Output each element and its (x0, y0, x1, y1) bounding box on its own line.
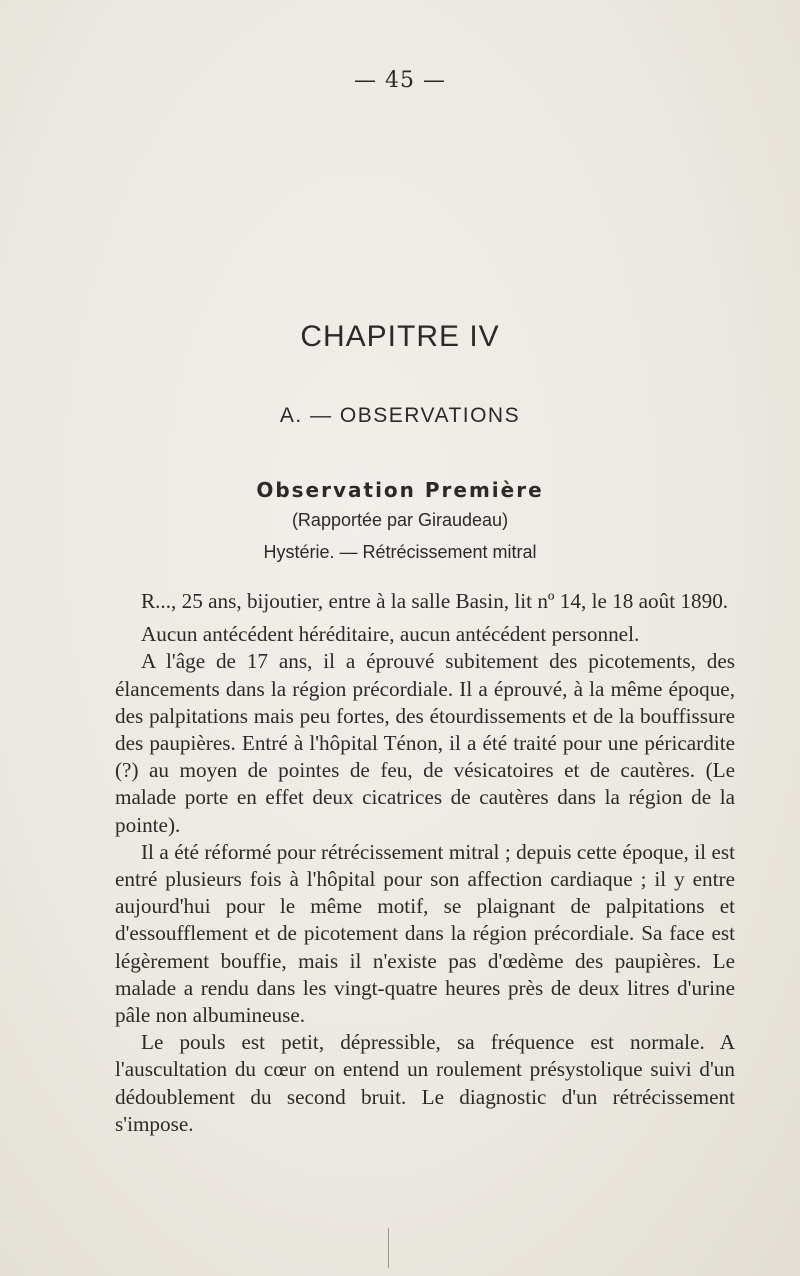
paragraph-admission: R..., 25 ans, bijoutier, entre à la salle Basin, lit nº 14, le 18 août 1890. (141, 589, 729, 613)
paragraph-examination: Le pouls est petit, dépressible, sa fréquence est normale. A l'auscultation du cœur on entend un roulement présystolique suivi d'un dédoublement du second bruit. Le diagnostic d'un rétrécissement s'impose. (115, 1030, 735, 1136)
paragraph-history: A l'âge de 17 ans, il a éprouvé subitement des picotements, des élancements dans la région précordiale. Il a éprouvé, à la même époque, des palpitations mais peu fortes, des étourdissements et de la bouffissure des paupières. Entré à l'hôpital Ténon, il a été traité pour une péricardite (?) au moyen de pointes de feu, de vésicatoires et de cautères. (Le malade porte en effet deux cicatrices de cautères dans la région de la pointe). (115, 649, 735, 837)
body-text (115, 588, 735, 1138)
paragraph-antecedents: Aucun antécédent héréditaire, aucun antécédent personnel. (141, 622, 640, 647)
page-mark (388, 1228, 397, 1268)
observation-title: Observation Première (256, 478, 544, 502)
observation-subtitle: Hystérie. — Rétrécissement mitral (263, 542, 537, 562)
section-title: A. — OBSERVATIONS (279, 404, 521, 427)
paragraph-current-state: Il a été réformé pour rétrécissement mitral ; depuis cette époque, il est entré plusieurs fois à l'hôpital pour son affection cardiaque ; il y entre aujourd'hui pour le même motif, se plaignant de palpitations et d'essoufflement et de picotement dans la région précordiale. Sa face est légèrement bouffie, mais il n'existe pas d'œdème des paupières. Le malade a rendu dans les vingt-quatre heures près de deux litres d'urine pâle non albumineuse. (115, 839, 735, 1028)
observation-reporter: (Rapportée par Giraudeau) (291, 510, 509, 530)
chapter-title: CHAPITRE IV (300, 320, 500, 353)
page-number: — 45 — (354, 68, 446, 93)
